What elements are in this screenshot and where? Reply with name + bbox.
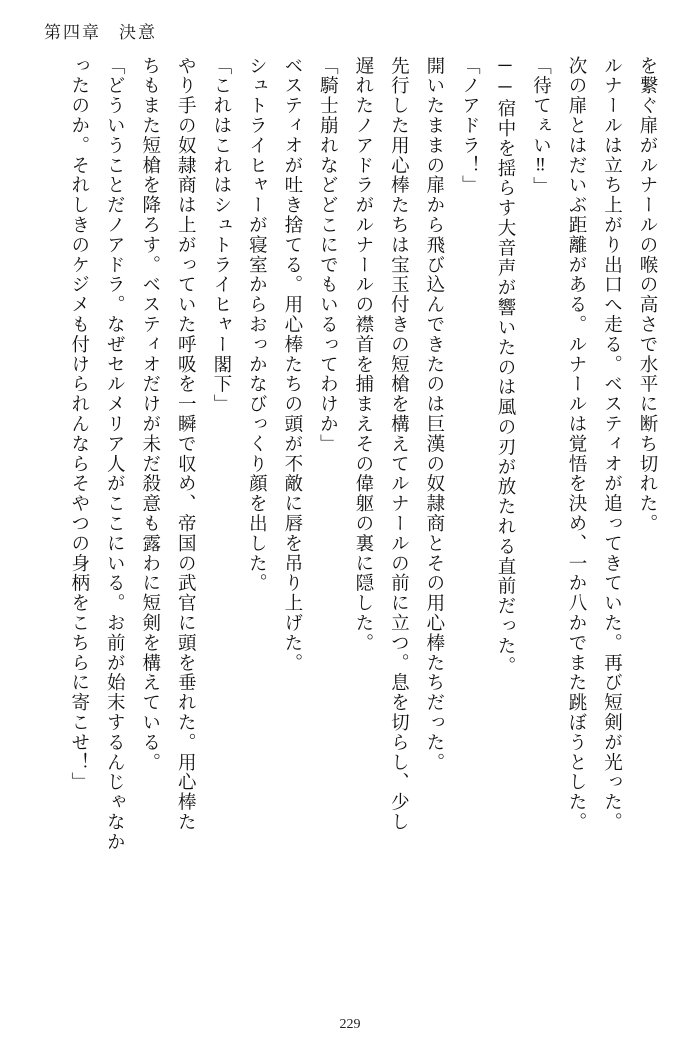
paragraph: 遅れたノアドラがルナールの襟首を捕まえその偉躯の裏に隠した。 bbox=[352, 56, 373, 653]
paragraph: 「待てぇい‼」 bbox=[530, 56, 551, 197]
paragraph: 「騎士崩れなどどこにでもいるってわけか」 bbox=[317, 56, 338, 454]
chapter-number: 第四章 bbox=[44, 23, 101, 42]
paragraph: 次の扉とはだいぶ距離がある。ルナールは覚悟を決め、一か八かでまた跳ぼうとした。 bbox=[565, 56, 586, 833]
paragraph: シュトライヒャーが寝室からおっかなびっくり顔を出した。 bbox=[246, 56, 267, 594]
chapter-title: 決意 bbox=[119, 23, 157, 42]
paragraph: 「ノアドラ！」 bbox=[459, 56, 480, 196]
paragraph: 「これはこれはシュトライヒャー閣下」 bbox=[210, 56, 231, 415]
body-text bbox=[54, 56, 664, 986]
paragraph: ルナールは立ち上がり出口へ走る。ベスティオが追ってきていた。再び短剣が光った。 bbox=[601, 56, 622, 833]
paragraph: を繋ぐ扉がルナールの喉の高さで水平に断ち切れた。 bbox=[637, 56, 657, 534]
paragraph: やり手の奴隷商は上がっていた呼吸を一瞬で収め、帝国の武官に頭を垂れた。用心棒た bbox=[175, 56, 196, 833]
paragraph: ちもまた短槍を降ろす。ベスティオだけが未だ殺意も露わに短剣を構えている。 bbox=[139, 56, 160, 773]
paragraph: ──宿中を揺らす大音声が響いたのは風の刃が放たれる直前だった。 bbox=[494, 56, 515, 676]
paragraph: 先行した用心棒たちは宝玉付きの短槍を構えてルナールの前に立つ。息を切らし、少し bbox=[388, 56, 409, 833]
paragraph: ベスティオが吐き捨てる。用心棒たちの頭が不敵に唇を吊り上げた。 bbox=[281, 56, 302, 673]
chapter-header bbox=[44, 18, 157, 43]
paragraph: ったのか。それしきのケジメも付けられんならそやつの身柄をこちらに寄こせ！」 bbox=[68, 56, 89, 793]
paragraph: 「どういうことだノアドラ。なぜセルメリア人がここにいる。お前が始末するんじゃなか bbox=[104, 56, 125, 852]
page-number: 229 bbox=[339, 1017, 361, 1032]
paragraph: 開いたままの扉から飛び込んできたのは巨漢の奴隷商とその用心棒たちだった。 bbox=[423, 56, 444, 773]
